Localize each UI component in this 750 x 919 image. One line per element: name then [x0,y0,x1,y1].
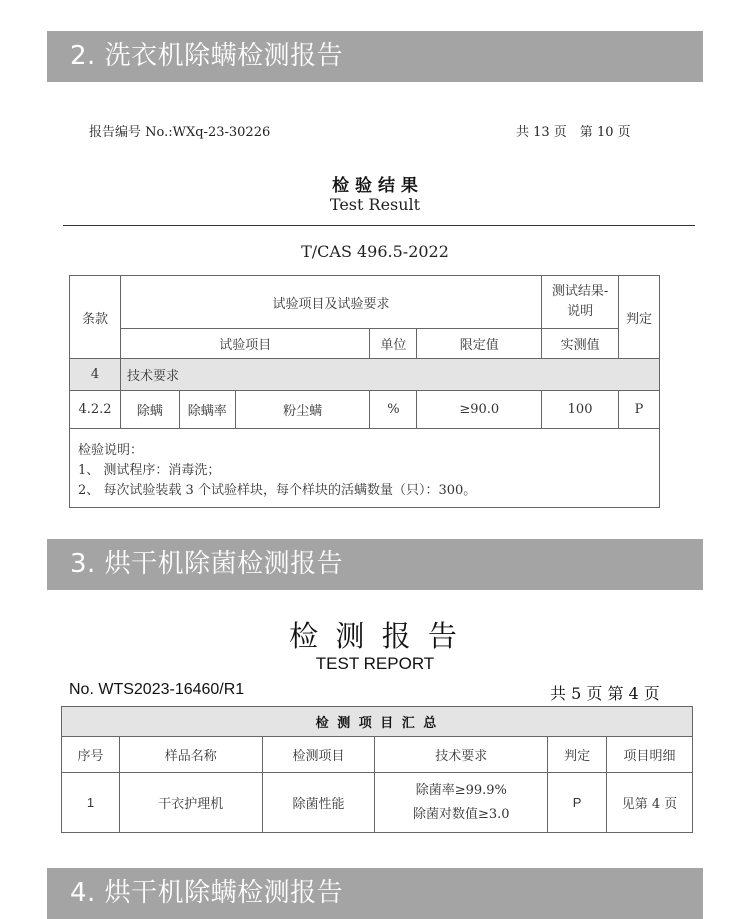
row-sample: 干衣护理机 [119,773,262,833]
section-banner-4: 4. 烘干机除螨检测报告 [47,868,703,919]
row-limit: ≥90.0 [417,391,542,429]
notes-title: 检验说明： [78,443,144,458]
row-item2: 除螨率 [179,391,235,429]
section-name: 技术要求 [120,359,659,391]
header-measured: 实测值 [542,329,619,359]
header-clause: 条款 [70,276,121,359]
report2-page-info: 共 5 页 第 4 页 [550,684,660,703]
section-banner-3: 3. 烘干机除菌检测报告 [47,539,703,590]
row-judge: P [548,773,607,833]
header-item: 检测项目 [262,737,375,773]
header-limit: 限定值 [417,329,542,359]
header-sample: 样品名称 [119,737,262,773]
section-number: 4 [70,359,121,391]
header-seq: 序号 [62,737,120,773]
row-measured: 100 [542,391,619,429]
row-judge: P [619,391,660,429]
header-result-line2: 说明 [567,304,594,319]
row-item1: 除螨 [120,391,179,429]
row-seq: 1 [62,773,120,833]
page-info: 共 13 页 第 10 页 [516,125,631,140]
note-line-1: 1、 测试程序：消毒洗； [78,463,221,478]
report-heading-cn: 检 验 结 果 [332,176,418,196]
row-unit: % [370,391,417,429]
report-number: 报告编号 No.:WXq-23-30226 [89,125,271,140]
standard-number: T/CAS 496.5-2022 [301,242,449,261]
header-test-item: 试验项目 [120,329,369,359]
row-item3: 粉尘螨 [235,391,370,429]
header-result-line1: 测试结果- [551,284,609,299]
report2-heading-en: TEST REPORT [315,654,435,673]
report2-heading-cn: 检 测 报 告 [289,619,461,653]
row-detail: 见第 4 页 [607,773,693,833]
note-line-2: 2、 每次试验装载 3 个试验样块，每个样块的活螨数量（只）：300。 [78,483,477,498]
test-summary-table [61,706,693,833]
row-clause: 4.2.2 [70,391,121,429]
requirement-line-1: 除菌率≥99.9% [415,782,507,798]
header-unit: 单位 [370,329,417,359]
row-requirement [375,773,548,833]
inspection-notes [70,429,660,508]
section-banner-2: 2. 洗衣机除螨检测报告 [47,31,703,82]
requirement-line-2: 除菌对数值≥3.0 [413,806,510,822]
row-item: 除菌性能 [262,773,375,833]
header-requirement: 技术要求 [375,737,548,773]
report-heading-en: Test Result [329,195,421,214]
header-judge: 判定 [548,737,607,773]
header-detail: 项目明细 [607,737,693,773]
report2-number: No. WTS2023-16460/R1 [69,681,245,698]
test-result-table [69,275,660,508]
header-items-requirements: 试验项目及试验要求 [120,276,541,329]
header-judge: 判定 [619,276,660,359]
header-result [542,276,619,329]
divider-line [63,225,695,226]
summary-title: 检 测 项 目 汇 总 [62,707,693,737]
